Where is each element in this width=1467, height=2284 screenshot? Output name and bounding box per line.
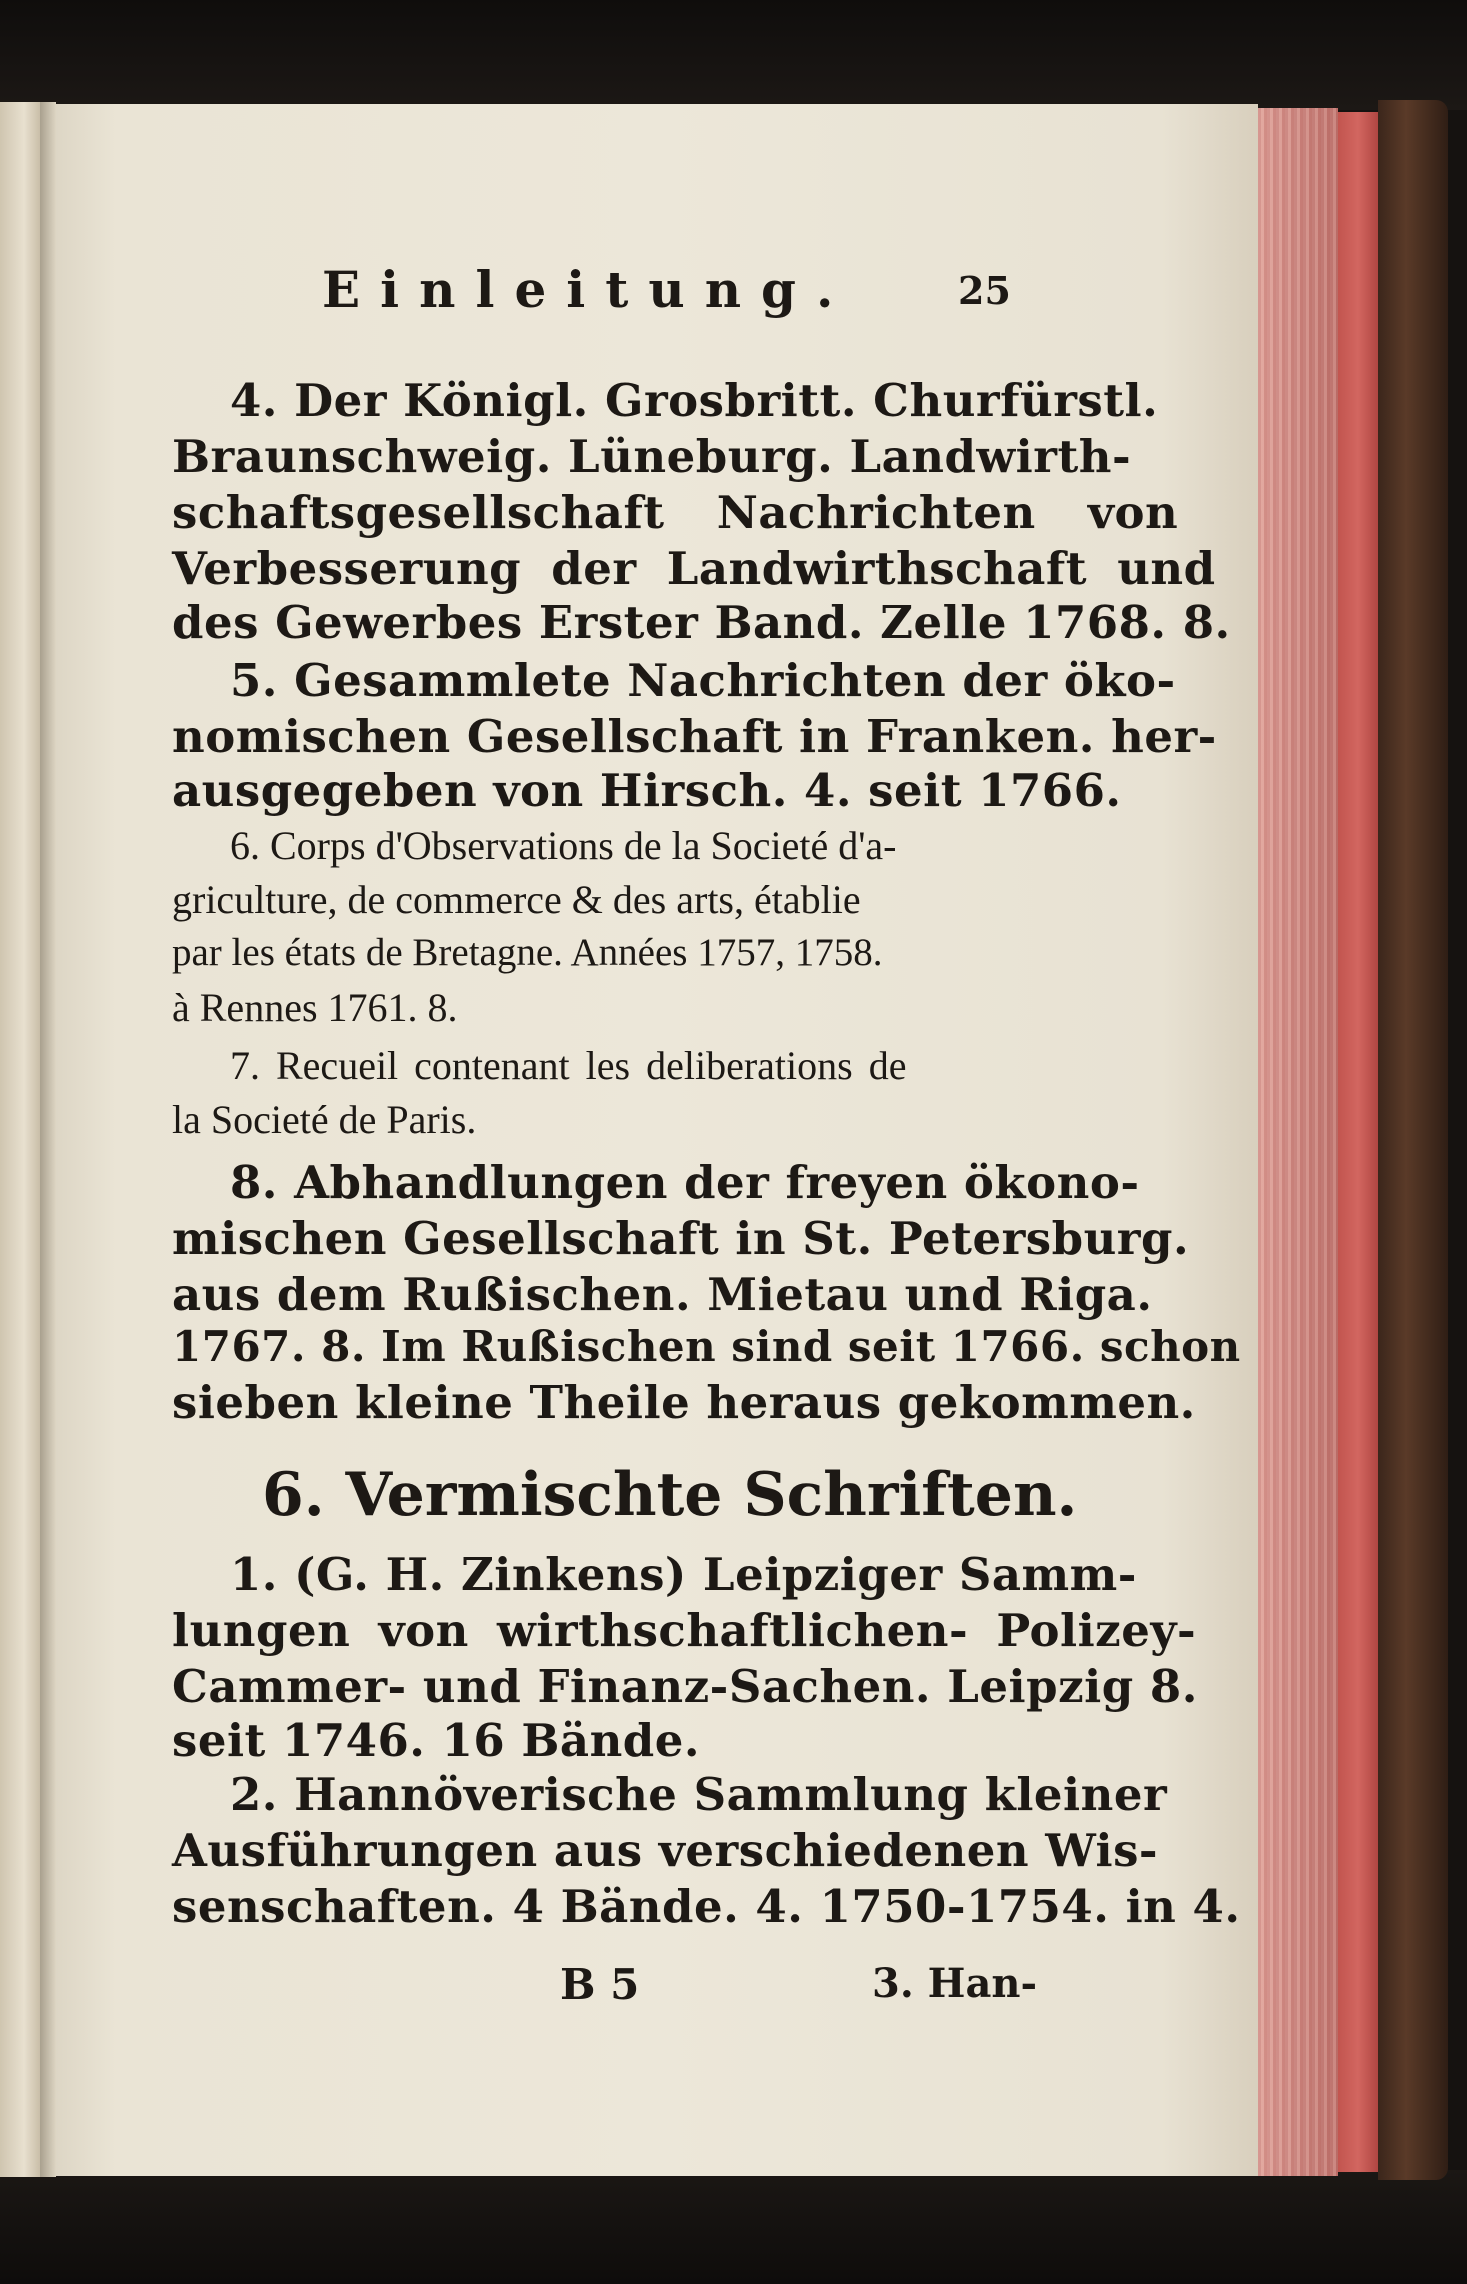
section-heading: 6. Vermischte Schriften. — [262, 1460, 1078, 1530]
text-line: à Rennes 1761. 8. — [172, 985, 458, 1030]
page-number: 25 — [958, 268, 1011, 313]
red-page-edge — [1338, 112, 1378, 2172]
left-page-edge — [0, 102, 40, 2177]
text-line: griculture, de commerce & des arts, établie — [172, 877, 861, 922]
text-line: Verbesserung der Landwirthschaft und — [172, 542, 1216, 595]
text-line: la Societé de Paris. — [172, 1097, 477, 1142]
text-line: schaftsgesellschaft Nachrichten von — [172, 486, 1179, 539]
page-block-edges — [1258, 108, 1338, 2176]
text-line: mischen Gesellschaft in St. Petersburg. — [172, 1212, 1190, 1265]
text-line: senschaften. 4 Bände. 4. 1750-1754. in 4. — [172, 1880, 1241, 1933]
text-line: lungen von wirthschaftlichen- Polizey- — [172, 1604, 1197, 1657]
text-line: Cammer- und Finanz-Sachen. Leipzig 8. — [172, 1660, 1198, 1713]
background-top — [0, 0, 1467, 110]
text-line: 2. Hannöverische Sammlung kleiner — [230, 1768, 1168, 1821]
text-line: 1767. 8. Im Rußischen sind seit 1766. schon — [172, 1322, 1241, 1371]
text-line: 1. (G. H. Zinkens) Leipziger Samm- — [230, 1548, 1137, 1601]
text-line: sieben kleine Theile heraus gekommen. — [172, 1376, 1196, 1429]
text-line: seit 1746. 16 Bände. — [172, 1714, 701, 1767]
text-line: 8. Abhandlungen der freyen ökono- — [230, 1156, 1140, 1209]
text-line: Ausführungen aus verschiedenen Wis- — [172, 1824, 1159, 1877]
text-line: 7. Recueil contenant les deliberations de — [230, 1043, 907, 1088]
text-line: des Gewerbes Erster Band. Zelle 1768. 8. — [172, 596, 1231, 649]
text-line: 6. Corps d'Observations de la Societé d'a- — [230, 823, 897, 868]
background-bottom — [0, 2170, 1467, 2284]
text-line: ausgegeben von Hirsch. 4. seit 1766. — [172, 764, 1122, 817]
text-line: nomischen Gesellschaft in Franken. her- — [172, 710, 1217, 763]
text-line: 5. Gesammlete Nachrichten der öko- — [230, 654, 1176, 707]
text-line: par les états de Bretagne. Années 1757, 1758. — [172, 931, 883, 974]
running-title: Einleitung. — [322, 260, 854, 319]
text-line: 4. Der Königl. Grosbritt. Churfürstl. — [230, 374, 1159, 427]
book-cover — [1378, 100, 1448, 2180]
signature-mark: B 5 — [560, 1960, 640, 2009]
catchword: 3. Han- — [872, 1960, 1038, 2007]
text-line: Braunschweig. Lüneburg. Landwirth- — [172, 430, 1132, 483]
book-gutter — [40, 102, 56, 2177]
text-line: aus dem Rußischen. Mietau und Riga. — [172, 1268, 1153, 1321]
